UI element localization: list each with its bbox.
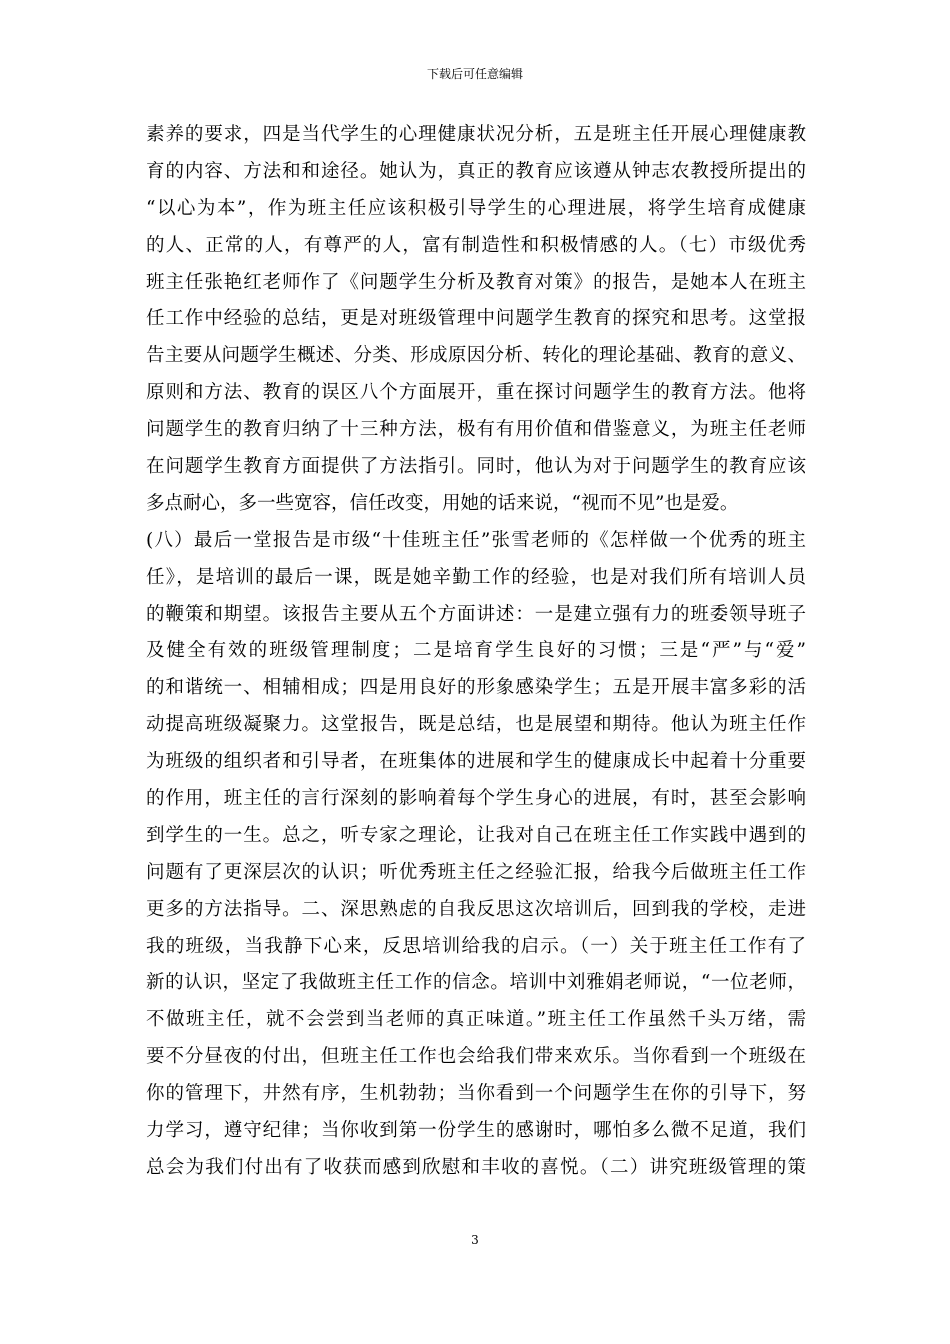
body-line: 的人、正常的人，有尊严的人，富有制造性和积极情感的人。（七）市级优秀	[146, 234, 806, 256]
body-line: 告主要从问题学生概述、分类、形成原因分析、转化的理论基础、教育的意义、	[146, 345, 806, 367]
body-line: 及健全有效的班级管理制度；二是培育学生良好的习惯；三是“严”与“爱”	[146, 640, 806, 662]
body-line: 的作用，班主任的言行深刻的影响着每个学生身心的进展，有时，甚至会影响	[146, 788, 806, 810]
body-line: 要不分昼夜的付出，但班主任工作也会给我们带来欢乐。当你看到一个班级在	[146, 1046, 806, 1068]
body-line: “以心为本”，作为班主任应该积极引导学生的心理进展，将学生培育成健康	[146, 197, 806, 219]
body-line: 问题有了更深层次的认识；听优秀班主任之经验汇报，给我今后做班主任工作	[146, 861, 806, 883]
body-line: 育的内容、方法和和途径。她认为，真正的教育应该遵从钟志农教授所提出的	[146, 160, 806, 182]
page-header: 下载后可任意编辑	[426, 67, 523, 81]
body-line: 任》，是培训的最后一课，既是她辛勤工作的经验，也是对我们所有培训人员	[146, 566, 806, 588]
body-line: 不做班主任，就不会尝到当老师的真正味道。”班主任工作虽然千头万绪，需	[146, 1009, 806, 1031]
body-line: 任工作中经验的总结，更是对班级管理中问题学生教育的探究和思考。这堂报	[146, 308, 806, 330]
body-line: 我的班级，当我静下心来，反思培训给我的启示。（一）关于班主任工作有了	[146, 935, 806, 957]
body-line: 你的管理下，井然有序，生机勃勃；当你看到一个问题学生在你的引导下，努	[146, 1083, 806, 1105]
body-line: 为班级的组织者和引导者，在班集体的进展和学生的健康成长中起着十分重要	[146, 751, 806, 773]
body-line: 动提高班级凝聚力。这堂报告，既是总结，也是展望和期待。他认为班主任作	[146, 714, 806, 736]
body-line: 到学生的一生。总之，听专家之理论，让我对自己在班主任工作实践中遇到的	[146, 824, 806, 846]
body-line: 的和谐统一、相辅相成；四是用良好的形象感染学生；五是开展丰富多彩的活	[146, 677, 806, 699]
body-line: 班主任张艳红老师作了《问题学生分析及教育对策》的报告，是她本人在班主	[146, 271, 806, 293]
body-line: 在问题学生教育方面提供了方法指引。同时，他认为对于问题学生的教育应该	[146, 456, 806, 478]
body-line: 素养的要求，四是当代学生的心理健康状况分析，五是班主任开展心理健康教	[146, 124, 806, 145]
document-body	[146, 117, 806, 1187]
body-line: 总会为我们付出有了收获而感到欣慰和丰收的喜悦。（二）讲究班级管理的策	[146, 1156, 806, 1178]
body-line: 更多的方法指导。二、深思熟虑的自我反思这次培训后，回到我的学校，走进	[146, 898, 806, 920]
body-line: 问题学生的教育归纳了十三种方法，极有有用价值和借鉴意义，为班主任老师	[146, 419, 806, 441]
page-number: 3	[471, 1233, 479, 1247]
body-line: 的鞭策和期望。该报告主要从五个方面讲述：一是建立强有力的班委领导班子	[146, 603, 806, 625]
body-line: 原则和方法、教育的误区八个方面展开，重在探讨问题学生的教育方法。他将	[146, 382, 806, 404]
body-line: 新的认识，坚定了我做班主任工作的信念。培训中刘雅娟老师说，“一位老师，	[146, 972, 806, 994]
body-line: 多点耐心，多一些宽容，信任改变，用她的话来说，“视而不见”也是爱。	[146, 492, 739, 514]
body-line: 力学习，遵守纪律；当你收到第一份学生的感谢时，哪怕多么微不足道，我们	[146, 1120, 806, 1142]
body-line: (八）最后一堂报告是市级“十佳班主任”张雪老师的《怎样做一个优秀的班主	[146, 529, 806, 551]
